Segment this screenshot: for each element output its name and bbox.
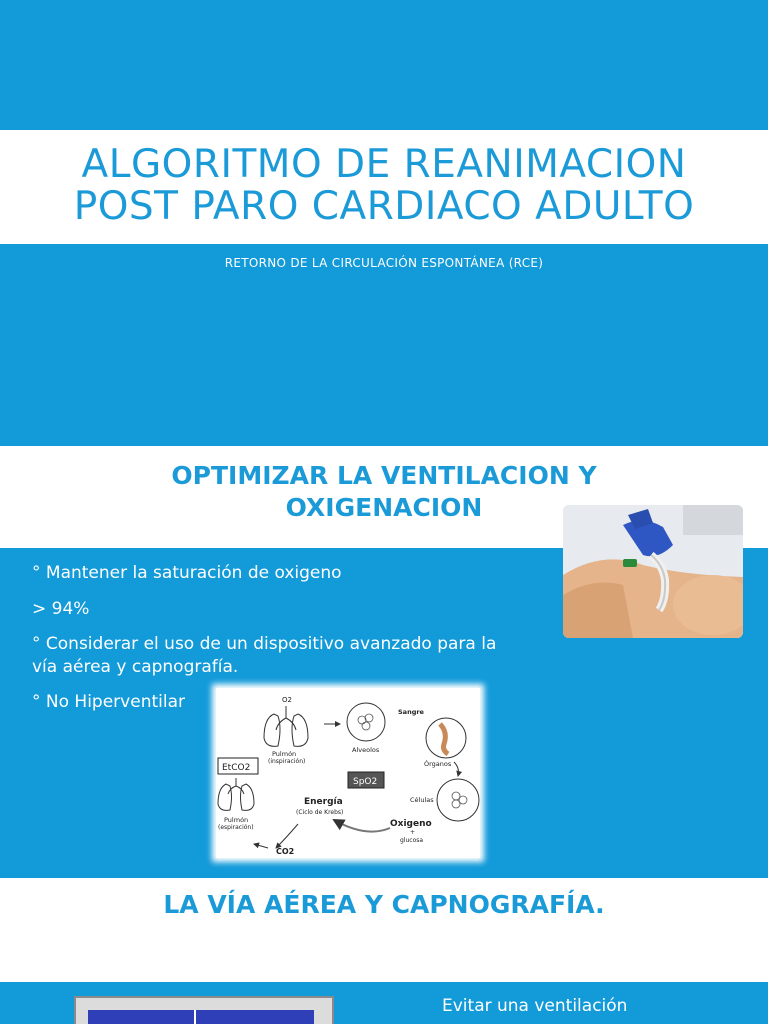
cells-icon bbox=[437, 779, 479, 821]
bullet-no-hyperventilate: ° No Hiperventilar bbox=[32, 692, 185, 712]
sangre-label: Sangre bbox=[398, 708, 424, 716]
slide1-subtitle: RETORNO DE LA CIRCULACIÓN ESPONTÁNEA (RCE) bbox=[224, 256, 544, 270]
slide4-text: Evitar una ventilación bbox=[442, 996, 628, 1016]
slide2-title-line1: OPTIMIZAR LA VENTILACION Y bbox=[171, 461, 597, 490]
gas-exchange-diagram bbox=[216, 688, 480, 858]
slide1-title-line1: ALGORITMO DE REANIMACION bbox=[81, 142, 687, 187]
pulmon-in-sub: (inspiración) bbox=[268, 758, 306, 765]
plus-label: + bbox=[410, 829, 416, 836]
airway-photo-illustration bbox=[563, 505, 743, 638]
etco2-label: EtCO2 bbox=[222, 763, 251, 773]
oxigeno-label: Oxigeno bbox=[390, 819, 432, 829]
monitor-separator bbox=[194, 1010, 196, 1024]
celulas-label: Células bbox=[410, 796, 434, 804]
organos-label: Órganos bbox=[424, 760, 452, 768]
bullet-threshold: > 94% bbox=[32, 599, 90, 619]
spo2-label: SpO2 bbox=[353, 777, 378, 787]
airway-device-photo bbox=[563, 505, 743, 638]
slide1-title-area bbox=[0, 130, 768, 244]
bullet-advanced-airway: ° Considerar el uso de un dispositivo avanzado para la vía aérea y capnografía. bbox=[32, 634, 497, 677]
glucosa-label: glucosa bbox=[400, 837, 424, 844]
gas-exchange-svg bbox=[216, 688, 480, 858]
slide3-title: LA VÍA AÉREA Y CAPNOGRAFÍA. bbox=[163, 890, 605, 919]
ciclo-label: (Ciclo de Krebs) bbox=[296, 809, 344, 816]
pulmon-in-label: Pulmón bbox=[272, 750, 297, 758]
monitor-screen bbox=[88, 1010, 314, 1024]
alveolos-label: Alveolos bbox=[352, 746, 380, 754]
slide1-subtitle-band bbox=[0, 244, 768, 446]
pulmon-out-sub: (espiración) bbox=[218, 824, 254, 831]
energia-label: Energía bbox=[304, 797, 343, 807]
slide1-title-line2: POST PARO CARDIACO ADULTO bbox=[73, 184, 695, 229]
lungs-inspiration-icon bbox=[264, 706, 308, 746]
o2-label: O2 bbox=[282, 696, 292, 704]
slide1-top-band bbox=[0, 0, 768, 130]
pulmon-out-label: Pulmón bbox=[224, 816, 249, 824]
capnography-monitor-image bbox=[74, 996, 334, 1024]
slide4-body bbox=[0, 982, 768, 1024]
lungs-expiration-icon bbox=[218, 778, 254, 810]
slide3-title-area bbox=[0, 878, 768, 982]
slide2-title-line2: OXIGENACION bbox=[285, 493, 483, 522]
co2-label: CO2 bbox=[276, 847, 295, 856]
bullet-saturation: ° Mantener la saturación de oxigeno bbox=[32, 563, 342, 583]
